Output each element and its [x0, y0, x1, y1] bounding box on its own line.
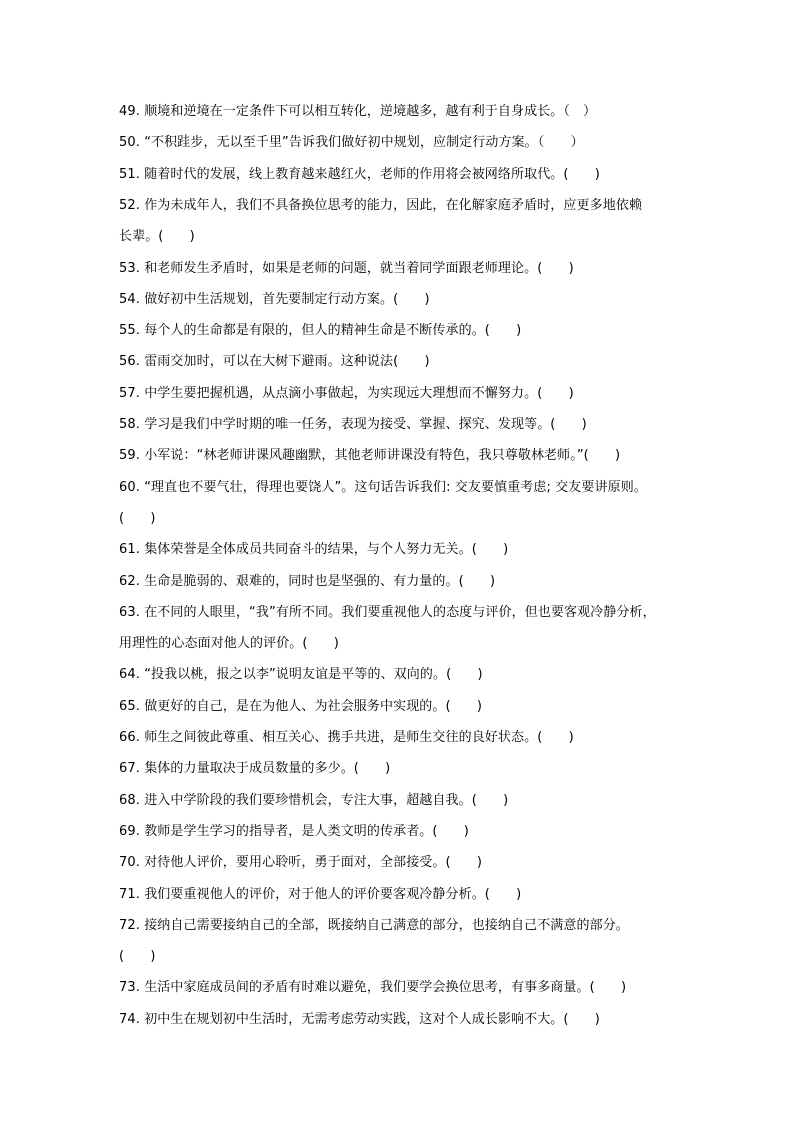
question-text: 66. 师生之间彼此尊重、相互关心、携手共进，是师生交往的良好状态。( ) — [119, 730, 574, 745]
question-text: 72. 接纳自己需要接纳自己的全部，既接纳自己满意的部分，也接纳自己不满意的部分。 — [119, 918, 629, 933]
question-text: 61. 集体荣誉是全体成员共同奋斗的结果，与个人努力无关。( ) — [119, 542, 509, 557]
question-text: 49. 顺境和逆境在一定条件下可以相互转化，逆境越多，越有利于自身成长。（ ） — [119, 104, 597, 119]
question-text: 62. 生命是脆弱的、艰难的，同时也是坚强的、有力量的。( ) — [119, 574, 496, 589]
question-text: 54. 做好初中生活规划，首先要制定行动方案。( ) — [119, 292, 430, 307]
question-text-continuation: ( ) — [119, 511, 156, 526]
question-text: 52. 作为未成年人，我们不具备换位思考的能力，因此，在化解家庭矛盾时，应更多地依赖 — [119, 198, 643, 213]
question-text: 60. “理直也不要气壮，得理也要饶人”。这句话告诉我们: 交友要慎重考虑; 交友要讲原则。 — [119, 480, 647, 495]
question-text: 68. 进入中学阶段的我们要珍惜机会，专注大事，超越自我。( ) — [119, 793, 509, 808]
question-text: 51. 随着时代的发展，线上教育越来越红火，老师的作用将会被网络所取代。( ) — [119, 167, 600, 182]
question-text: 55. 每个人的生命都是有限的，但人的精神生命是不断传承的。( ) — [119, 323, 522, 338]
question-text: 67. 集体的力量取决于成员数量的多少。( ) — [119, 761, 391, 776]
question-text: 64. “投我以桃，报之以李”说明友谊是平等的、双向的。( ) — [119, 667, 483, 682]
question-text: 53. 和老师发生矛盾时，如果是老师的问题，就当着同学面跟老师理论。( ) — [119, 261, 574, 276]
question-text: 65. 做更好的自己，是在为他人、为社会服务中实现的。( ) — [119, 699, 483, 714]
question-text: 71. 我们要重视他人的评价，对于他人的评价要客观冷静分析。( ) — [119, 887, 522, 902]
question-text-continuation: 长辈。( ) — [119, 229, 195, 244]
question-text: 70. 对待他人评价，要用心聆听，勇于面对，全部接受。( ) — [119, 855, 483, 870]
question-text: 73. 生活中家庭成员间的矛盾有时难以避免，我们要学会换位思考，有事多商量。( ) — [119, 980, 627, 995]
question-text: 74. 初中生在规划初中生活时，无需考虑劳动实践，这对个人成长影响不大。( ) — [119, 1012, 600, 1027]
question-text: 50. “不积跬步，无以至千里”告诉我们做好初中规划，应制定行动方案。（ ） — [119, 135, 584, 150]
question-text: 57. 中学生要把握机遇，从点滴小事做起，为实现远大理想而不懈努力。( ) — [119, 386, 574, 401]
question-text-continuation: 用理性的心态面对他人的评价。( ) — [119, 636, 339, 651]
question-text: 56. 雷雨交加时，可以在大树下避雨。这种说法( ) — [119, 354, 430, 369]
question-text: 59. 小军说：“林老师讲课风趣幽默，其他老师讲课没有特色，我只尊敬林老师。”( ) — [119, 448, 621, 463]
question-text-continuation: ( ) — [119, 949, 156, 964]
question-text: 69. 教师是学生学习的指导者，是人类文明的传承者。( ) — [119, 824, 469, 839]
question-text: 58. 学习是我们中学时期的唯一任务，表现为接受、掌握、探究、发现等。( ) — [119, 417, 587, 432]
question-text: 63. 在不同的人眼里，“我”有所不同。我们要重视他人的态度与评价，但也要客观冷静分析， — [119, 605, 656, 620]
